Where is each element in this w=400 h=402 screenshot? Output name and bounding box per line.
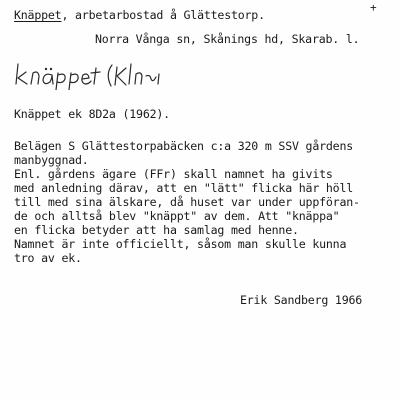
signature: Erik Sandberg 1966 — [240, 293, 363, 307]
body-line: Enl. gårdens ägare (FFr) skall namnet ha givits — [14, 167, 333, 181]
body-line: Namnet är inte officiellt, såsom man skulle kunna — [14, 237, 347, 251]
body-line: de och alltså blev "knäppt" av dem. Att "knäppa" — [14, 209, 340, 223]
header-line-2: Norra Vånga sn, Skånings hd, Skarab. l. — [95, 32, 360, 46]
body-line: tro av ek. — [14, 251, 82, 265]
header-description: , arbetarbostad å Glättestorp. — [61, 8, 265, 22]
body-line: en flicka betyder att ha samlag med henne. — [14, 223, 299, 237]
header-line-1 — [14, 8, 265, 22]
body-line: till med sina älskare, då huset var under uppföran- — [14, 195, 360, 209]
body-line: manbyggnad. — [14, 153, 89, 167]
map-reference: Knäppet ek 8D2a (1962). — [14, 107, 170, 121]
headword: Knäppet — [14, 8, 62, 22]
handwritten-annotation — [14, 60, 254, 90]
body-line: Belägen S Glättestorpabäcken c:a 320 m SSV gårdens — [14, 139, 354, 153]
body-line: med anledning därav, att en "lätt" flicka här höll — [14, 181, 354, 195]
corner-mark: + — [370, 1, 377, 14]
